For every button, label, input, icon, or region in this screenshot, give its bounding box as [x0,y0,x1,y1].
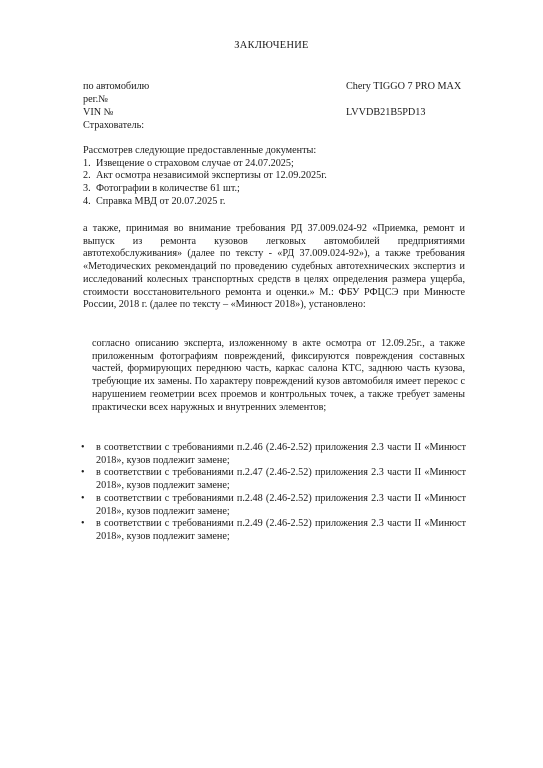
list-item [80,442,466,467]
list-item [83,170,483,183]
bullet-icon: • [81,442,85,453]
list-item [80,518,466,543]
bullet-text: в соответствии с требованиями п.2.48 (2.46-2.52) приложения 2.3 части II «Минюст 2018», кузов подлежит замене; [96,492,466,517]
conclusion-bullets [80,442,466,544]
list-text: Справка МВД от 20.07.2025 г. [96,195,226,207]
document-title: ЗАКЛЮЧЕНИЕ [234,40,309,51]
finding-paragraph: согласно описанию эксперта, изложенному в акте осмотра от 12.09.25г., а также приложенным фотографиям повреждений, фиксируются повреждения составных частей, формирующих переднюю часть, каркас салона КТС, заднюю часть кузова, требующие их замены. По характеру повреждений кузов автомобиля имеет перекос с нарушением геометрии всех проемов и контрольных точек, а также требует замены практически всех наружных и внутренних элементов; [92,338,465,413]
list-text: Фотографии в количестве 61 шт.; [96,183,240,195]
list-item [83,183,483,196]
bullet-icon: • [81,467,85,479]
documents-intro: Рассмотрев следующие предоставленные документы: [83,145,317,156]
bullet-text: в соответствии с требованиями п.2.47 (2.46-2.52) приложения 2.3 части II «Минюст 2018», кузов подлежит замене; [96,467,466,492]
list-text: Извещение о страховом случае от 24.07.2025; [96,157,294,169]
list-number: 4. [83,195,91,207]
vin-value: LVVDB21B5PD13 [346,107,426,118]
reg-label: рег.№ [83,94,108,105]
bullet-text: в соответствии с требованиями п.2.46 (2.46-2.52) приложения 2.3 части II «Минюст 2018», кузов подлежит замене; [96,442,466,466]
list-number: 1. [83,157,91,169]
list-item [80,493,466,518]
bullet-text: в соответствии с требованиями п.2.49 (2.46-2.52) приложения 2.3 части II «Минюст 2018», кузов подлежит замене; [96,518,466,542]
list-item [83,196,483,209]
vehicle-value: Chery TIGGO 7 PRO MAX [346,81,462,92]
vehicle-label: по автомобилю [83,81,150,92]
list-item [83,158,483,171]
main-paragraph: а также, принимая во внимание требования РД 37.009.024-92 «Приемка, ремонт и выпуск из ремонта кузовов легковых автомобилей предприятиями автотехобслуживания» (далее по тексту - «РД 37.009.024-92»), а также требования «Методических рекомендаций по проведению судебных автотехнических экспертиз и исследований колесных транспортных средств в целях определения размера ущерба, стоимости восстановительного ремонта и оценки.» М.: ФБУ РФЦСЭ при Минюсте России, 2018 г. (далее по тексту – «Минюст 2018»), установлено: [83,223,465,311]
list-number: 2. [83,170,91,182]
list-number: 3. [83,183,91,195]
bullet-icon: • [81,492,85,504]
documents-list [83,145,483,209]
list-item [80,467,466,492]
list-text: Акт осмотра независимой экспертизы от 12.09.2025г. [96,170,327,182]
insured-label: Страхователь: [83,120,145,131]
vin-label: VIN № [83,107,114,118]
bullet-icon: • [81,518,85,530]
